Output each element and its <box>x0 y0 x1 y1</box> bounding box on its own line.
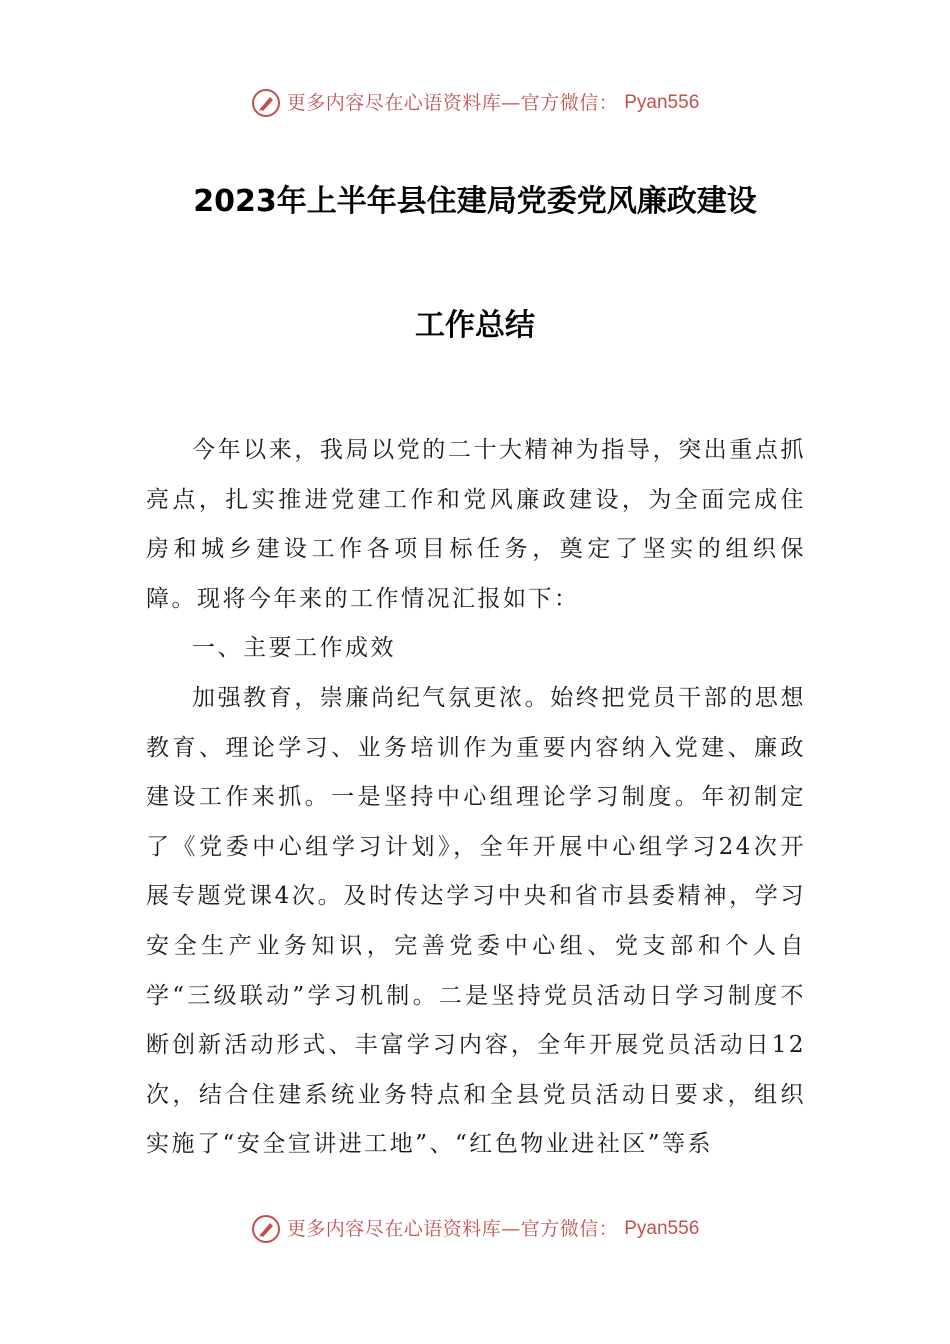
pen-nib-logo-icon <box>251 1214 281 1244</box>
watermark-text: 更多内容尽在心语资料库—官方微信： <box>286 92 619 114</box>
header-watermark <box>0 88 950 118</box>
document-body <box>146 426 806 1170</box>
document-title-line1: 2023年上半年县住建局党委党风廉政建设 <box>193 184 757 219</box>
watermark-text: 更多内容尽在心语资料库—官方微信： <box>286 1218 619 1240</box>
watermark-brand: Pyan556 <box>624 1218 700 1239</box>
footer-watermark <box>0 1214 950 1244</box>
section-heading: 一、主要工作成效 <box>192 635 396 662</box>
watermark-brand: Pyan556 <box>624 92 700 113</box>
pen-nib-logo-icon <box>251 88 281 118</box>
paragraph-intro: 今年以来，我局以党的二十大精神为指导，突出重点抓亮点，扎实推进党建工作和党风廉政建设，为全面完成住房和城乡建设工作各项目标任务，奠定了坚实的组织保障。现将今年来的工作情况汇报如下： <box>146 437 806 612</box>
paragraph-education: 加强教育，崇廉尚纪气氛更浓。始终把党员干部的思想教育、理论学习、业务培训作为重要内容纳入党建、廉政建设工作来抓。一是坚持中心组理论学习制度。年初制定了《党委中心组学习计划》，全年开展中心组学习24次开展专题党课4次。及时传达学习中央和省市县委精神，学习安全生产业务知识，完善党委中心组、党支部和个人自学“三级联动”学习机制。二是坚持党员活动日学习制度不断创新活动形式、丰富学习内容，全年开展党员活动日12次，结合住建系统业务特点和全县党员活动日要求，组织实施了“安全宣讲进工地”、“红色物业进社区”等系 <box>146 684 806 1158</box>
document-title-line2: 工作总结 <box>415 308 535 343</box>
